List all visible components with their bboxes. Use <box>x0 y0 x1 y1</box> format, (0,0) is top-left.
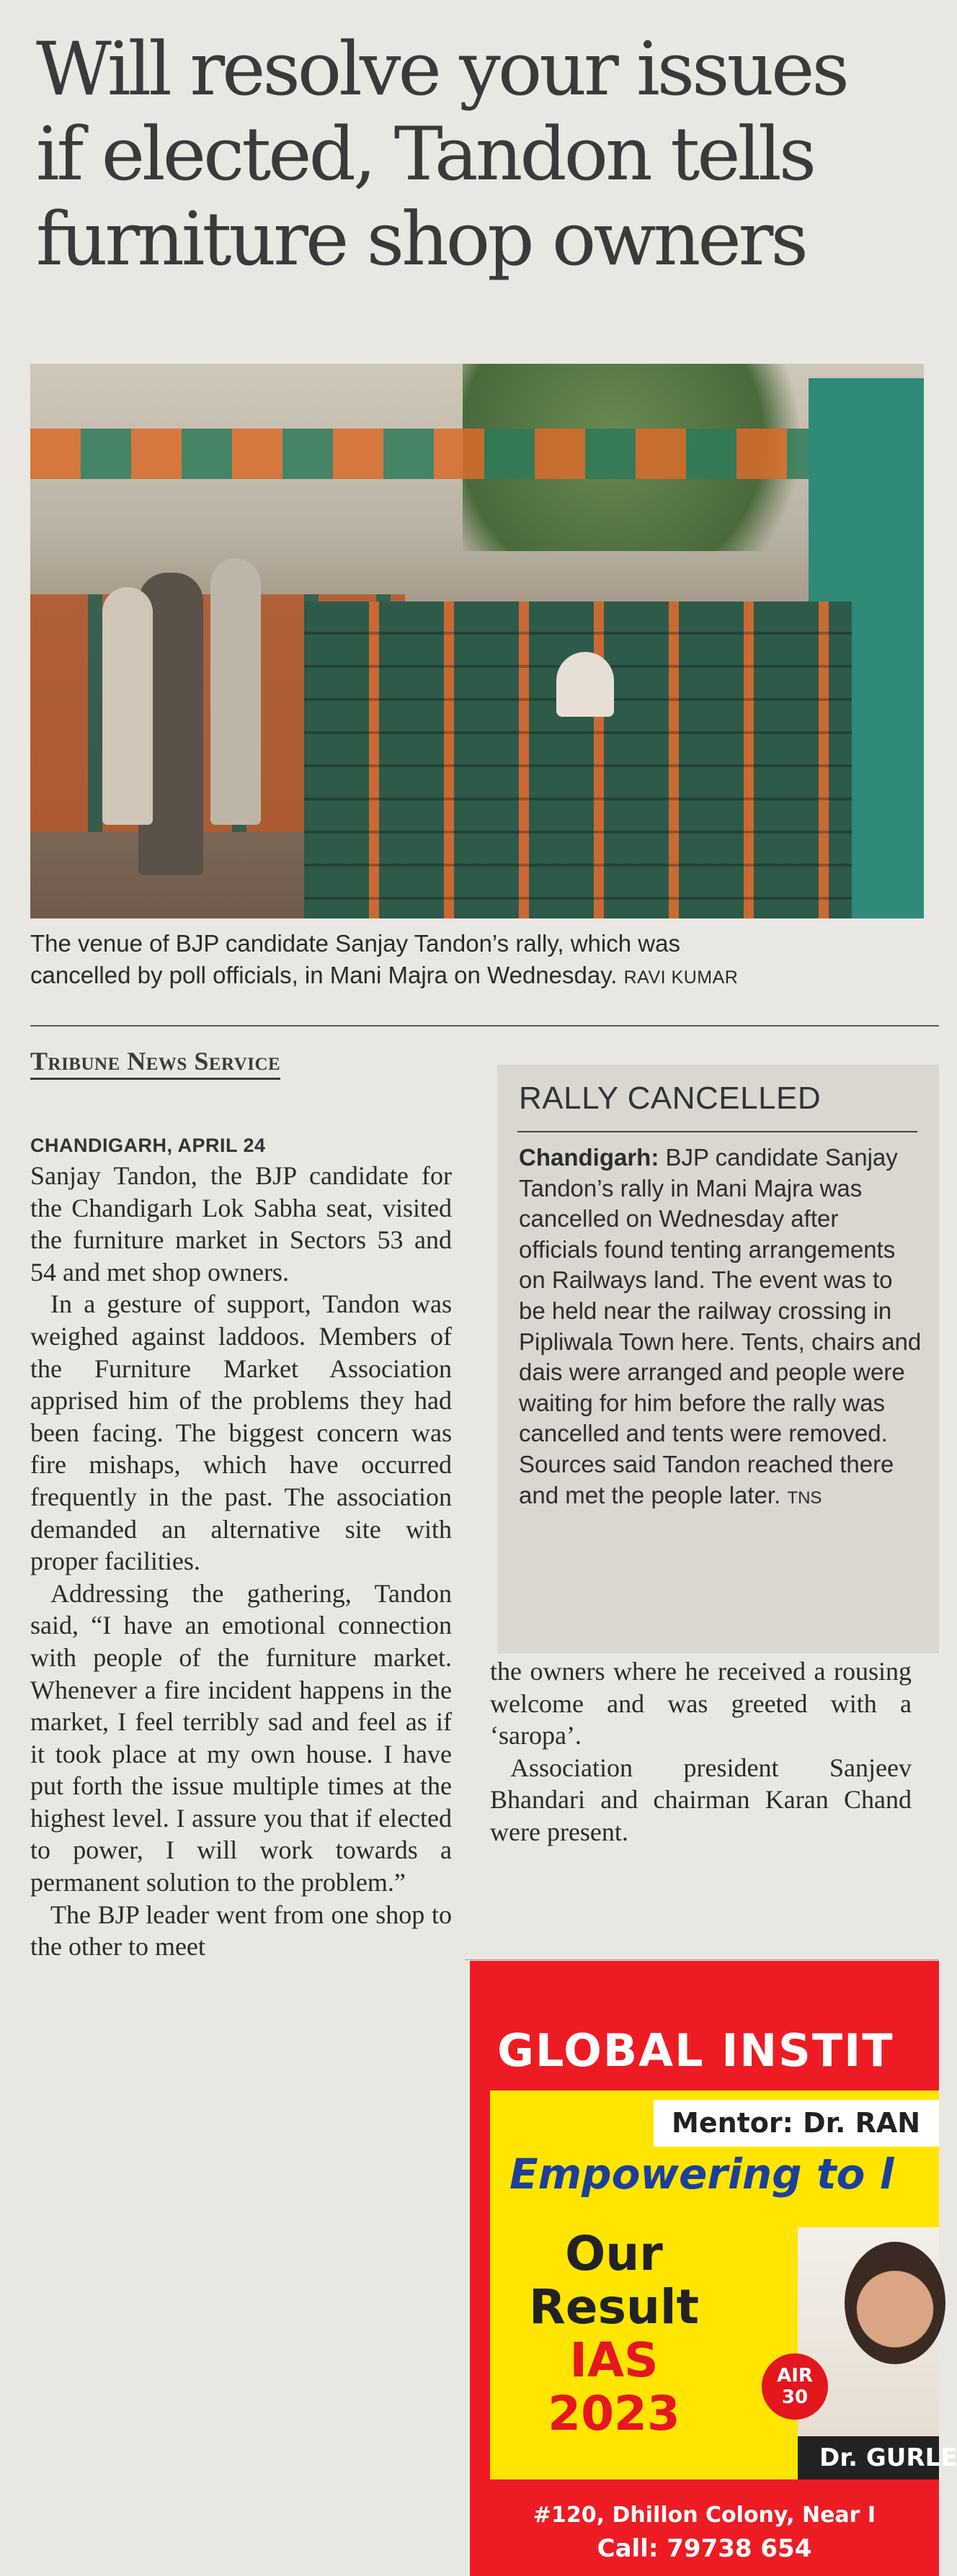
sidebar-body: BJP candidate Sanjay Tandon’s rally in Mani Majra was cancelled on Wednesday after officials found tenting arrangements on Railways land. The event was to be held near the railway crossing in Pipliwala Town here. Tents, chairs and dais were arranged and people were waiting for him before the rally was cancelled and tents were removed. Sources said Tandon reached there and met the people later. <box>519 1144 922 1508</box>
sidebar-box <box>497 1065 939 1653</box>
rally-venue-photo <box>30 364 924 918</box>
ad-phone: Call: 79738 654 <box>597 2534 812 2563</box>
caption-line-1: The venue of BJP candidate Sanjay Tandon’s rally, which was <box>30 930 680 957</box>
headline-line-3: furniture shop owners <box>36 197 806 282</box>
ad-title: GLOBAL INSTIT <box>497 2024 894 2077</box>
ad-address: #120, Dhillon Colony, Near I <box>533 2503 876 2528</box>
ad-tagline: Empowering to l <box>509 2150 894 2199</box>
photo-credit: RAVI KUMAR <box>623 967 739 988</box>
headline <box>36 27 915 282</box>
photo-tent-canopy <box>30 429 924 479</box>
article-paragraph: The BJP leader went from one shop to the other to meet <box>30 1900 452 1962</box>
photo-chairs-rows <box>304 601 852 918</box>
article-column-right <box>490 1655 912 1848</box>
article-paragraph: Association president Sanjeev Bhandari and chairman Karan Chand were present. <box>490 1753 912 1846</box>
sidebar-title: RALLY CANCELLED <box>519 1081 822 1116</box>
ad-our: Our <box>565 2226 663 2281</box>
ad-air-rank: 30 <box>781 2387 809 2408</box>
advertisement <box>470 1961 957 2576</box>
ad-topper-name: Dr. GURLE <box>798 2436 939 2479</box>
ad-result: Result <box>528 2279 700 2335</box>
article-paragraph: Addressing the gathering, Tandon said, “I have an emotional connection with people of the furniture market. Whenever a fire incident happens in the market, I feel terribly sad and feel as if it took place at my own house. I have put forth the issue multiple times at the highest level. I assure you that if elected to power, I will work towards a permanent solution to the problem.” <box>30 1578 452 1897</box>
ad-topper-face <box>845 2242 945 2364</box>
article-paragraph: Sanjay Tandon, the BJP candidate for the Chandigarh Lok Sabha seat, visited the furniture market in Sectors 53 and 54 and met shop owners. <box>30 1161 452 1287</box>
ad-exam: IAS <box>569 2333 659 2388</box>
sidebar-rule <box>517 1131 917 1132</box>
article-paragraph: In a gesture of support, Tandon was weighed against laddoos. Members of the Furniture Market Association apprised him of the problems they had been facing. The biggest concern was fire mishaps, which have occurred frequently in the past. The association demanded an alternative site with proper facilities. <box>30 1289 452 1576</box>
section-divider <box>30 1025 939 1027</box>
ad-result-block <box>520 2227 708 2441</box>
ad-year: 2023 <box>548 2386 680 2441</box>
sidebar-tag: TNS <box>787 1488 822 1508</box>
article-column-left <box>30 1160 452 1963</box>
caption-line-2: cancelled by poll officials, in Mani Majra on Wednesday. <box>30 962 618 988</box>
headline-line-2: if elected, Tandon tells <box>36 112 814 197</box>
article-paragraph: the owners where he received a rousing welcome and was greeted with a ‘saropa’. <box>490 1657 912 1750</box>
dateline: CHANDIGARH, APRIL 24 <box>30 1135 266 1156</box>
sidebar-place: Chandigarh: <box>519 1144 659 1171</box>
headline-line-1: Will resolve your issues <box>36 27 847 112</box>
ad-air-label: AIR <box>777 2365 813 2387</box>
byline: Tribune News Service <box>30 1046 280 1080</box>
ad-top-rule <box>465 1959 939 1960</box>
ad-rank-badge <box>762 2353 828 2420</box>
photo-person <box>210 558 261 825</box>
photo-person <box>102 587 153 825</box>
ad-mentor: Mentor: Dr. RAN <box>654 2100 939 2147</box>
sidebar-text <box>519 1142 922 1513</box>
photo-person <box>556 652 614 717</box>
photo-caption <box>30 928 924 993</box>
